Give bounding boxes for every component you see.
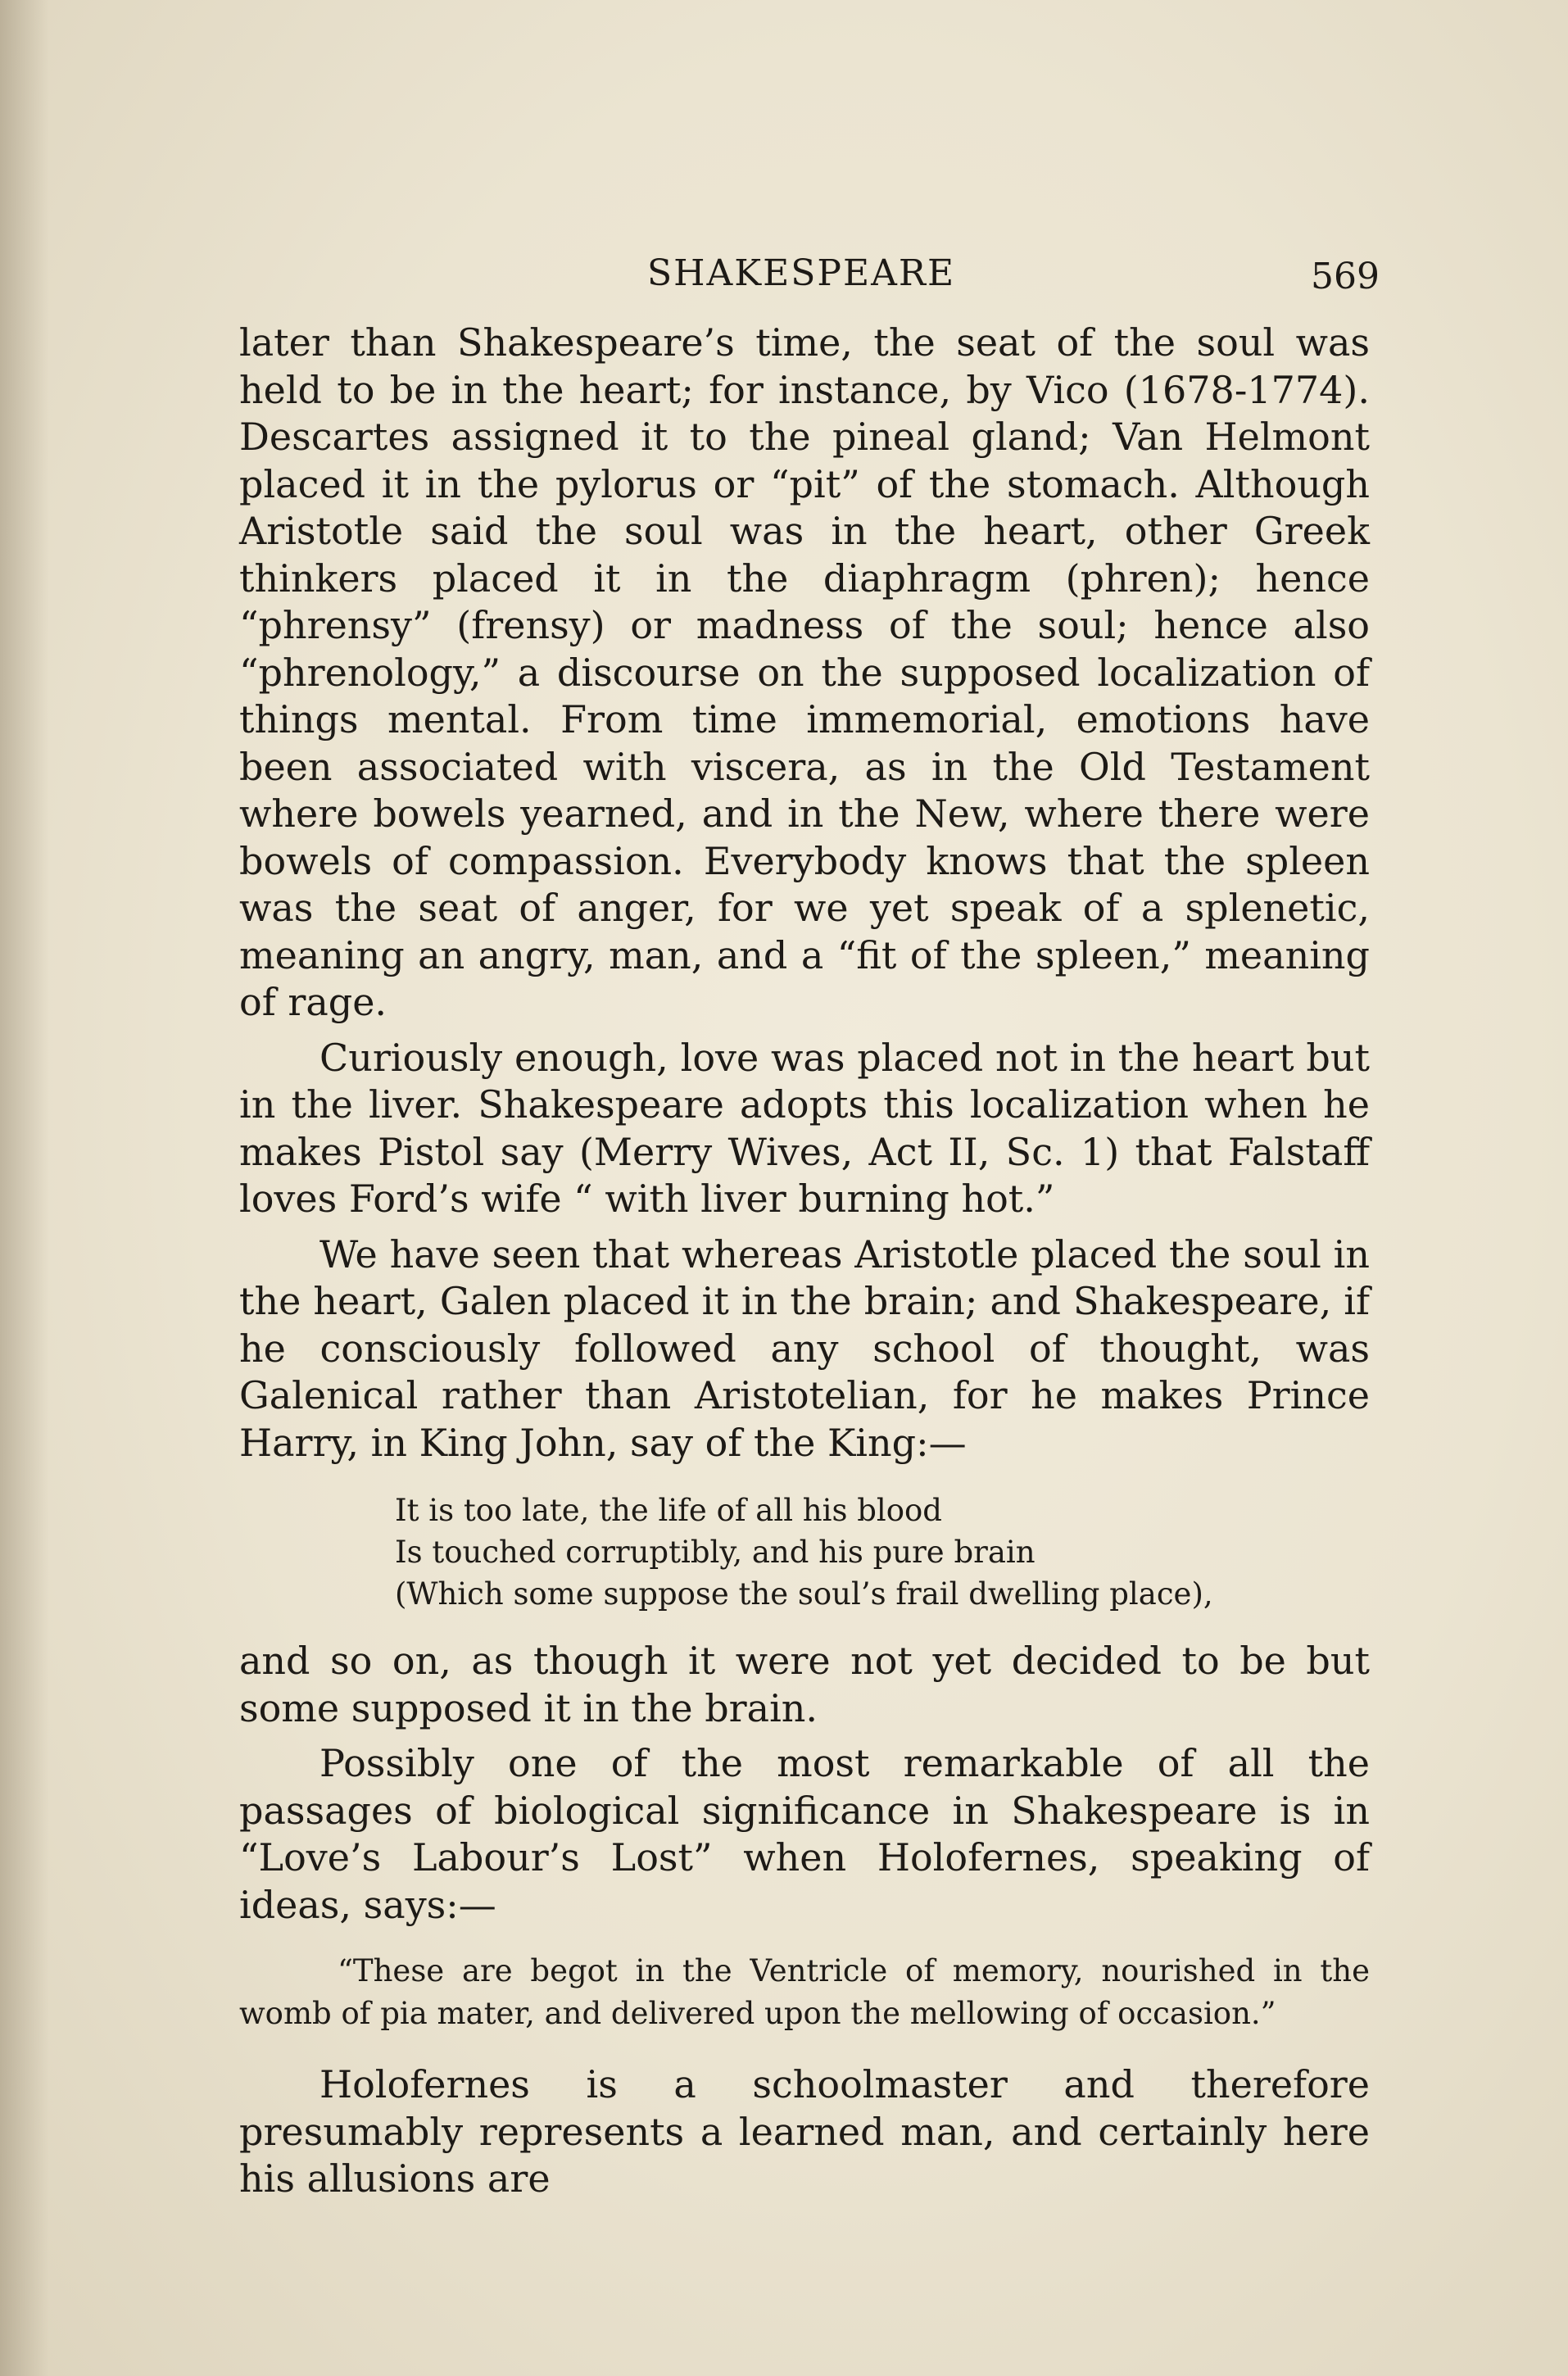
paragraph: Possibly one of the most remarkable of all the passages of biological significance in Shakespeare is in “Love’s Labour’s Lost” when Holofernes, speaking of ideas, says:— [239, 1741, 1370, 1927]
verse-line: Is touched corruptibly, and his pure brain [395, 1535, 1036, 1570]
page-header [0, 246, 1568, 303]
paragraph: and so on, as though it were not yet decided to be but some supposed it in the brain. [239, 1639, 1370, 1730]
paragraph: later than Shakespeare’s time, the seat of the soul was held to be in the heart; for instance, by Vico (1678-1774). Descartes assigned it to the pineal gland; Van Helmont placed it in the pylorus or “pit” of the stomach. Although Aristotle said the soul was in the heart, other Greek thinkers placed it in the diaphragm (phren); hence “phrensy” (frensy) or madness of the soul; hence also “phrenology,” a discourse on the supposed localization of things mental. From time immemorial, emotions have been associated with viscera, as in the Old Testament where bowels yearned, and in the New, where there were bowels of compassion. Everybody knows that the spleen was the seat of anger, for we yet speak of a splenetic, meaning an angry, man, and a “fit of the spleen,” meaning of rage. [239, 320, 1370, 1024]
block-quotation: “These are begot in the Ventricle of memory, nourished in the womb of pia mater, and delivered upon the mellowing of occasion.” [239, 1953, 1370, 2031]
running-title: SHAKESPEARE [647, 252, 956, 294]
spine-shadow [0, 0, 49, 2376]
paragraph: We have seen that whereas Aristotle placed the soul in the heart, Galen placed it in the brain; and Shakespeare, if he consciously followed any school of thought, was Galenical rather than Aristotelian, for he makes Prince Harry, in King John, say of the King:— [239, 1231, 1370, 1465]
page-number: 569 [1311, 256, 1380, 297]
paragraph: Holofernes is a schoolmaster and therefore presumably represents a learned man, and certainly here his allusions are [239, 2062, 1370, 2201]
verse-quotation [395, 1490, 1370, 1615]
paragraph: Curiously enough, love was placed not in the heart but in the liver. Shakespeare adopts this localization when he makes Pistol say (Merry Wives, Act II, Sc. 1) that Falstaff loves Ford’s wife “ with liver burning hot.” [239, 1035, 1370, 1221]
body-text [239, 320, 1370, 2211]
verse-line: (Which some suppose the soul’s frail dwelling place), [395, 1576, 1213, 1612]
verse-line: It is too late, the life of all his blood [395, 1493, 942, 1528]
